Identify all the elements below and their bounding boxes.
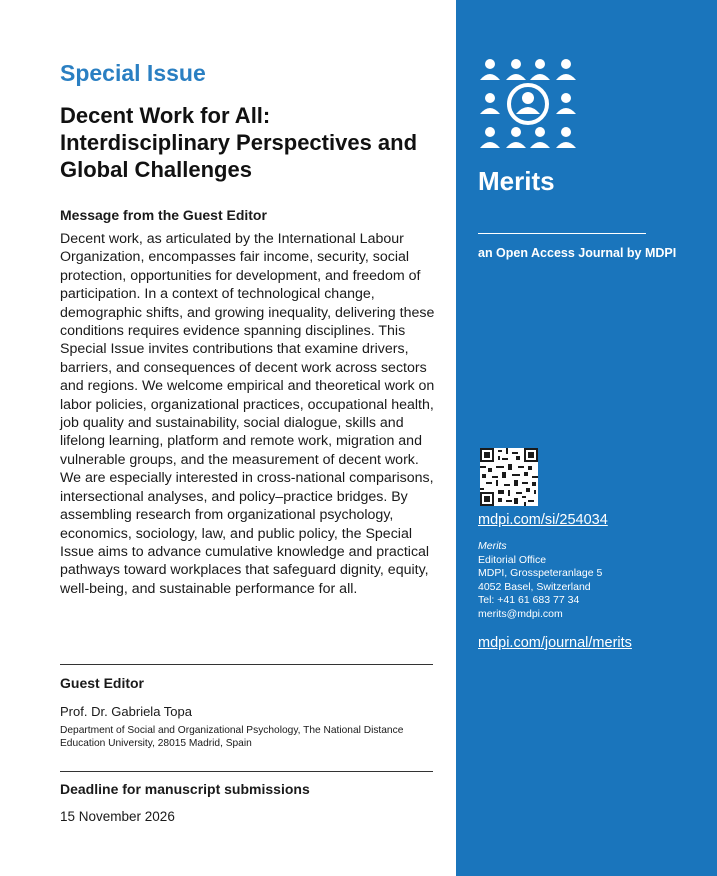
deadline-heading: Deadline for manuscript submissions: [60, 781, 310, 797]
qr-code-icon: [480, 448, 538, 506]
guest-editor-affiliation: Department of Social and Organizational Psychology, The National Distance Education University, 28015 Madrid, Spain: [60, 725, 404, 749]
people-network-icon: [478, 58, 578, 158]
divider: [60, 771, 433, 772]
divider: [60, 664, 433, 665]
journal-name: Merits: [478, 166, 555, 196]
journal-tagline: an Open Access Journal by MDPI: [478, 246, 677, 260]
issue-link[interactable]: mdpi.com/si/254034: [478, 512, 608, 528]
message-heading: Message from the Guest Editor: [60, 207, 267, 223]
journal-sidebar: [456, 0, 717, 876]
office-line: Editorial Office: [478, 553, 547, 566]
office-line: MDPI, Grosspeteranlage 5: [478, 567, 603, 580]
office-email[interactable]: merits@mdpi.com: [478, 607, 563, 620]
special-issue-label: Special Issue: [60, 60, 206, 86]
journal-link[interactable]: mdpi.com/journal/merits: [478, 635, 632, 651]
office-journal: Merits: [478, 540, 507, 552]
sidebar-divider: [478, 233, 646, 234]
editorial-office: [478, 540, 602, 622]
guest-editor-name: Prof. Dr. Gabriela Topa: [60, 704, 192, 719]
deadline-date: 15 November 2026: [60, 809, 175, 824]
message-body: Decent work, as articulated by the International Labour Organization, encompasses fair income, security, social protection, opportunities for development, and freedom of participation. In a context of technological change, demographic shifts, and growing inequality, delivering these conditions requires evidence spanning disciplines. This Special Issue invites contributions that examine drivers, barriers, and consequences of decent work across sectors and regions. We welcome empirical and theoretical work on labor policies, organizational practices, occupational health, job quality and sustainability, social dialogue, skills and lifelong learning, platform and remote work, migration and vulnerable groups, and the measurement of decent work. We are especially interested in cross-national comparisons, intersectional analyses, and policy–practice bridges. By assembling research from organizational psychology, economics, sociology, law, and public policy, the Special Issue aims to advance cumulative knowledge and practical pathways toward workplaces that safeguard dignity, equity, well-being, and sustainable performance for all.: [60, 231, 435, 597]
office-line: 4052 Basel, Switzerland: [478, 580, 591, 593]
office-tel: Tel: +41 61 683 77 34: [478, 594, 580, 607]
guest-editor-heading: Guest Editor: [60, 675, 145, 691]
page-title: Decent Work for All: Interdisciplinary Perspectives and Global Challenges: [60, 103, 418, 182]
